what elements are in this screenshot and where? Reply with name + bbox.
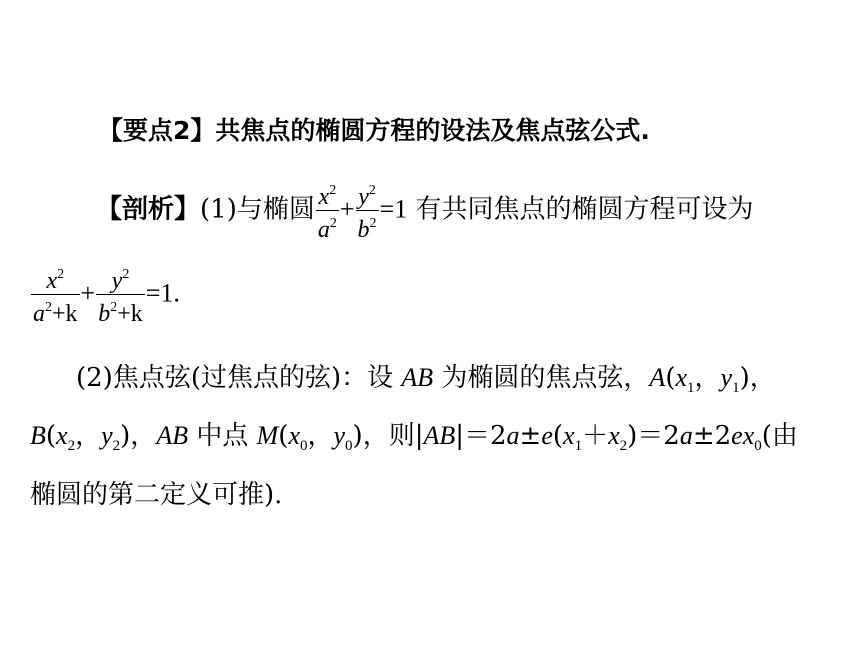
comma: ， (75, 421, 102, 451)
heading (98, 118, 650, 143)
var-A: A (649, 363, 666, 392)
plus-sign-2: + (80, 278, 96, 308)
sub-0: 0 (754, 438, 762, 454)
part2-line3-text: 椭圆的第二定义可推). (30, 480, 283, 510)
var-y: y (333, 421, 346, 450)
fraction-x2-a2k: $\frac{x^2}{a^2+k}$ (33, 267, 78, 327)
sub-2: 2 (112, 438, 121, 454)
paren: ( (665, 363, 676, 393)
var-ex: ex (731, 421, 755, 450)
sub-1: 1 (732, 380, 740, 396)
var-e: e (541, 421, 553, 450)
var-a: a (679, 421, 693, 450)
part2-line-1 (76, 365, 776, 396)
plus-minus: ± (519, 421, 542, 451)
analysis-line-2 (30, 262, 180, 327)
paren: ( (552, 421, 564, 451)
sub-1: 1 (687, 380, 695, 396)
comma: ， (694, 363, 721, 393)
var-x: x (563, 421, 575, 450)
bar-equals: |＝2 (455, 421, 507, 451)
sub-0: 0 (299, 438, 308, 454)
plus-minus-2: ±2 (692, 421, 732, 451)
var-a: a (506, 421, 520, 450)
var-x: x (675, 363, 688, 392)
midpoint-text: 中点 (188, 421, 257, 451)
sub-2: 2 (619, 438, 628, 454)
part2-prefix: (2)焦点弦(过焦点的弦)：设 (76, 363, 402, 393)
fraction-y2-b2k: $\frac{y^2}{b^2+k}$ (98, 267, 143, 327)
comma: ， (307, 421, 334, 451)
heading-label: 【要点2】 (98, 116, 216, 145)
paren: ( (45, 421, 57, 451)
sub-0: 0 (345, 438, 353, 454)
var-AB: AB (423, 421, 456, 450)
heading-text: 共焦点的椭圆方程的设法及焦点弦公式. (215, 116, 650, 145)
var-AB: AB (156, 421, 189, 450)
var-M: M (256, 421, 279, 450)
part2-mid: 为椭圆的焦点弦， (433, 363, 650, 393)
part2-line-2 (30, 423, 798, 454)
analysis-suffix: 有共同焦点的椭圆方程可设为 (415, 194, 754, 225)
then-text: ，则| (362, 421, 424, 451)
var-AB: AB (401, 363, 434, 392)
var-B: B (30, 421, 46, 450)
var-x: x (608, 421, 620, 450)
close-comma: )， (739, 363, 776, 393)
equals-one-period: =1. (145, 278, 180, 308)
sub-2: 2 (67, 438, 76, 454)
plus: ＋ (582, 421, 609, 451)
sub-1: 1 (574, 438, 583, 454)
equals-2: )＝2 (627, 421, 680, 451)
fraction-y2-b2: $\frac{y^2}{b^2}$ (357, 183, 377, 243)
fraction-x2-a2: $\frac{x^2}{a^2}$ (317, 183, 337, 243)
you-text: (由 (761, 421, 798, 451)
var-y: y (720, 363, 733, 392)
equals-one: =1 (379, 194, 408, 224)
paren: ) (352, 421, 363, 451)
var-y: y (101, 421, 113, 450)
var-x: x (56, 421, 68, 450)
plus-sign: + (339, 194, 355, 224)
analysis-prefix: (1)与椭圆 (200, 194, 315, 225)
analysis-label: 【剖析】 (96, 194, 201, 225)
paren: ( (278, 421, 289, 451)
analysis-line-1 (96, 178, 753, 243)
close-comma: )， (120, 421, 157, 451)
part2-line-3 (30, 482, 282, 508)
var-x: x (288, 421, 300, 450)
